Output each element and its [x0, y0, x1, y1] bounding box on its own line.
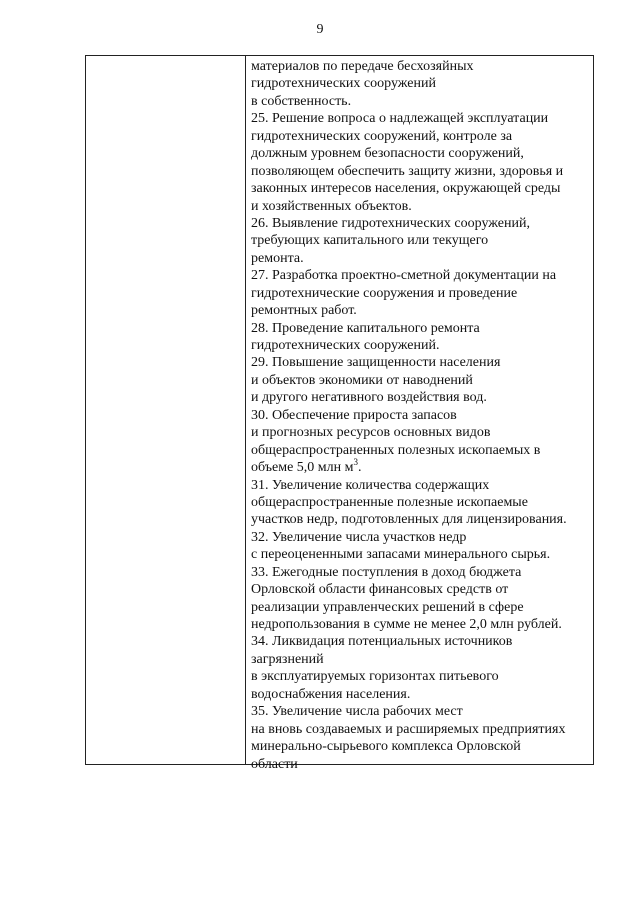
document-table	[85, 55, 594, 772]
column-divider	[245, 56, 246, 764]
text-line: в эксплуатируемых горизонтах питьевого	[251, 669, 499, 685]
text-line: и хозяйственных объектов.	[251, 198, 412, 214]
text-line: с переоцененными запасами минерального сырья.	[251, 547, 551, 563]
text-line: 33. Ежегодные поступления в доход бюджета	[251, 564, 522, 580]
text-line: области	[251, 756, 298, 772]
text-line: гидротехнических сооружений.	[251, 338, 440, 353]
text-line: и другого негативного воздействия вод.	[251, 390, 487, 406]
text-line: гидротехнических сооружений, контроле за	[251, 128, 513, 144]
text-line: 32. Увеличение числа участков недр	[251, 529, 467, 545]
text-line: требующих капитального или текущего	[251, 233, 489, 249]
page-number: 9	[316, 22, 324, 37]
text-line: гидротехнических сооружений	[251, 76, 436, 92]
text-line: ремонта.	[251, 250, 304, 266]
text-line: законных интересов населения, окружающей среды	[251, 181, 561, 197]
text-line: 34. Ликвидация потенциальных источников	[251, 634, 513, 650]
text-line: и прогнозных ресурсов основных видов	[251, 425, 491, 441]
text-line: 25. Решение вопроса о надлежащей эксплуатации	[251, 111, 549, 127]
text-line: участков недр, подготовленных для лицензирования.	[251, 512, 567, 528]
text-line: в собственность.	[251, 93, 352, 109]
text-line: реализации управленческих решений в сфере	[251, 599, 524, 615]
cubic-superscript: 3	[353, 457, 358, 468]
text-line: 29. Повышение защищенности населения	[251, 355, 501, 371]
text-line: 31. Увеличение количества содержащих	[251, 477, 490, 493]
text-line: 27. Разработка проектно-сметной документации на	[251, 268, 557, 284]
text-line: 35. Увеличение числа рабочих мест	[251, 704, 463, 720]
text-line: на вновь создаваемых и расширяемых предприятиях	[251, 721, 566, 737]
volume-text: объеме 5,0 млн м	[251, 460, 354, 476]
period-text: .	[358, 460, 362, 476]
text-line: 30. Обеспечение прироста запасов	[251, 407, 457, 423]
text-line: Орловской области финансовых средств от	[251, 582, 509, 598]
text-line: ремонтных работ.	[251, 303, 357, 319]
text-line: 26. Выявление гидротехнических сооружений,	[251, 215, 530, 231]
text-line: и объектов экономики от наводнений	[251, 372, 473, 388]
text-line: позволяющем обеспечить защиту жизни, здоровья и	[251, 163, 564, 179]
text-line: гидротехнические сооружения и проведение	[251, 285, 518, 301]
text-line: 28. Проведение капитального ремонта	[251, 320, 480, 336]
text-line: водоснабжения населения.	[251, 686, 411, 702]
text-line: общераспространенных полезных ископаемых в	[251, 442, 541, 458]
text-line: недропользования в сумме не менее 2,0 млн рублей.	[251, 617, 562, 632]
table-cell-text	[251, 58, 595, 773]
text-line: должным уровнем безопасности сооружений,	[251, 146, 524, 162]
text-line-with-superscript	[251, 459, 595, 476]
text-line: минерально-сырьевого комплекса Орловской	[251, 739, 521, 755]
text-line: материалов по передаче бесхозяйных	[251, 59, 474, 74]
text-line: загрязнений	[251, 651, 324, 667]
text-line: общераспространенные полезные ископаемые	[251, 494, 528, 510]
